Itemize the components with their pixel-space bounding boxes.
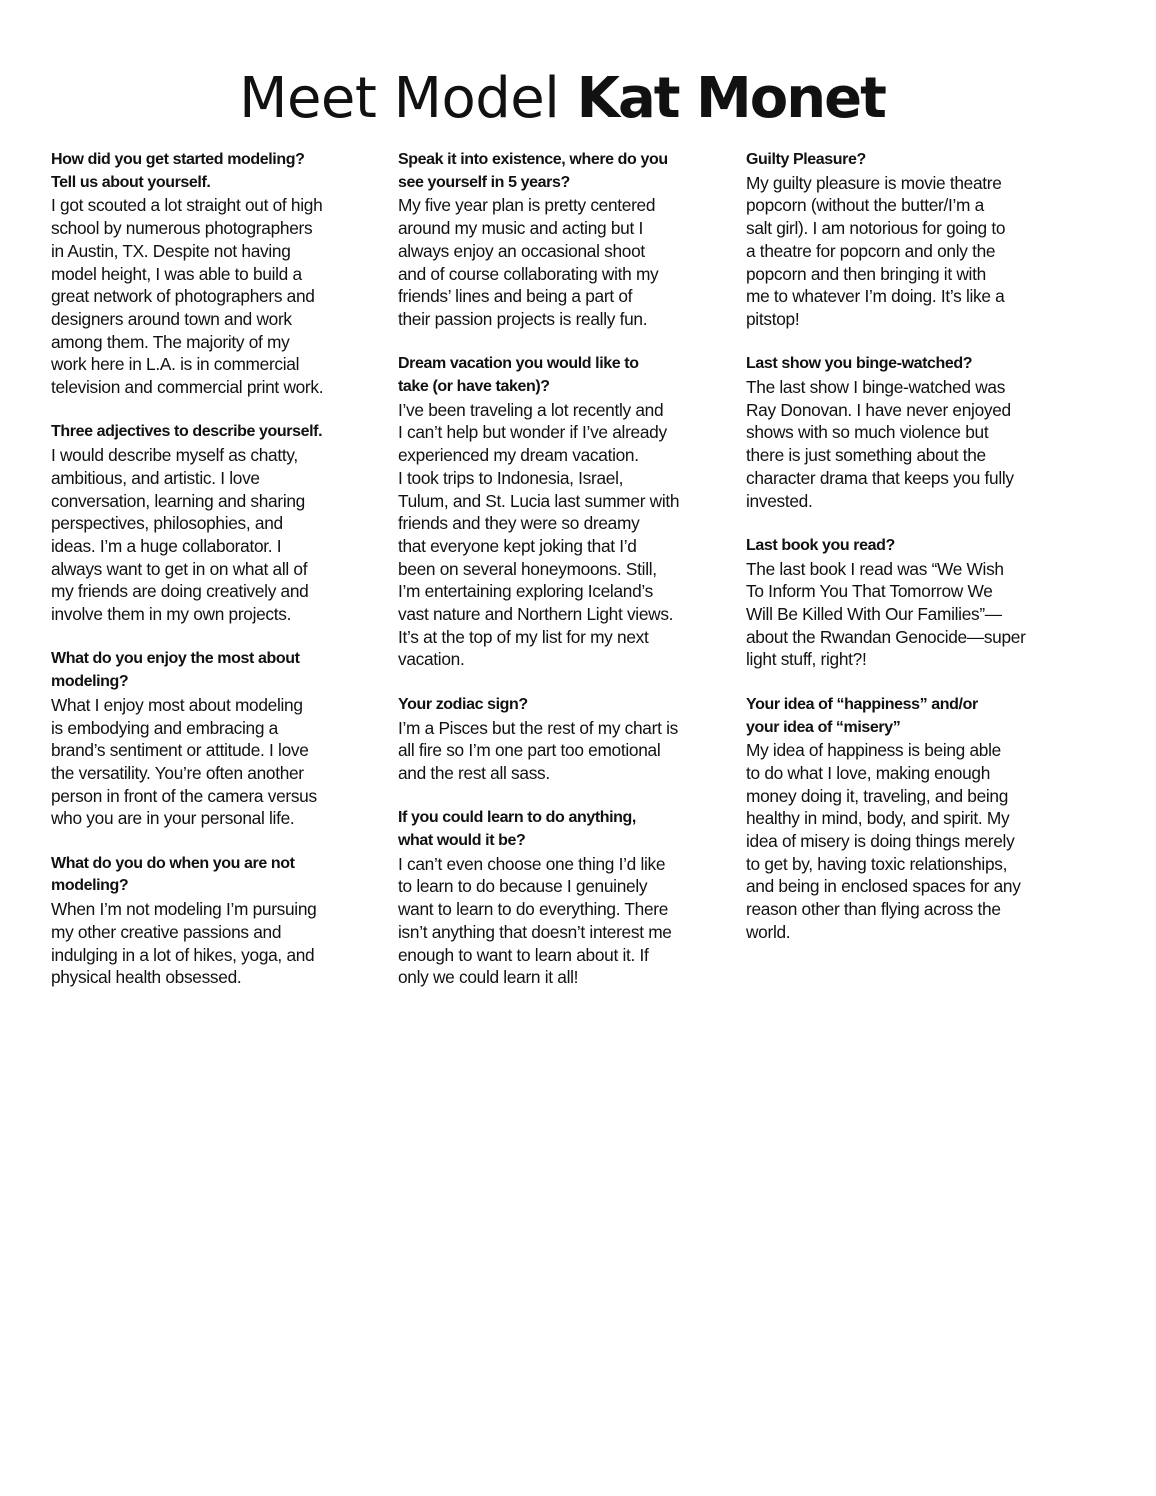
answer-text: I’ve been traveling a lot recently and I can’t help but wonder if I’ve already experienced my dream vacation. I took trips to Indonesia, Israel, Tulum, and St. Lucia last summer with friends and they were so dreamy that everyone kept joking that I’d been on several honeymoons. Still, I’m entertaining exploring Iceland’s vast nature and Northern Light views. It’s at the top of my list for my next vacation. — [398, 399, 680, 670]
qa-section — [51, 149, 383, 399]
column-3 — [746, 149, 1078, 966]
answer-text: When I’m not modeling I’m pursuing my other creative passions and indulging in a lot of hikes, yoga, and physical health obsessed. — [51, 899, 317, 988]
answer-text: The last show I binge-watched was Ray Donovan. I have never enjoyed shows with so much violence but there is just something about the character drama that keeps you fully invested. — [746, 377, 1014, 511]
answer-text: My idea of happiness is being able to do what I love, making enough money doing it, traveling, and being healthy in mind, body, and spirit. My idea of misery is doing things merely to get by, having toxic relationships, and being in enclosed spaces for any reason other than flying across the world. — [746, 740, 1021, 942]
title-light: Meet Model — [239, 66, 577, 131]
qa-section — [398, 694, 730, 785]
question-heading: How did you get started modeling? Tell us about yourself. — [51, 151, 305, 191]
qa-section — [746, 694, 1078, 944]
column-2 — [398, 149, 730, 1012]
qa-section — [398, 149, 730, 331]
title-name: Kat Monet — [576, 66, 885, 131]
answer-text: I can’t even choose one thing I’d like to learn to do because I genuinely want to learn to do everything. There isn’t anything that doesn’t interest me enough to want to learn about it. If only we could learn it all! — [398, 853, 672, 988]
column-1 — [51, 149, 383, 1012]
question-heading: Your idea of “happiness” and/or your idea of “misery” — [746, 695, 978, 736]
page-title — [0, 62, 1124, 134]
question-heading: Speak it into existence, where do you see yourself in 5 years? — [398, 151, 668, 191]
answer-text: My guilty pleasure is movie theatre popcorn (without the butter/I’m a salt girl). I am notorious for going to a theatre for popcorn and only the popcorn and then bringing it with me to whatever I’m doing. It’s like a pitstop! — [746, 172, 1006, 329]
qa-section — [746, 149, 1078, 331]
question-heading: Your zodiac sign? — [398, 695, 528, 713]
question-heading: Three adjectives to describe yourself. — [51, 423, 323, 441]
qa-section — [51, 421, 383, 625]
question-heading: Guilty Pleasure? — [746, 151, 866, 168]
answer-text: The last book I read was “We Wish To Inform You That Tomorrow We Will Be Killed With Our Families”— about the Rwandan Genocide—super light stuff, right?! — [746, 558, 1026, 670]
answer-text: I’m a Pisces but the rest of my chart is all fire so I’m one part too emotional and the rest all sass. — [398, 717, 678, 783]
answer-text: I would describe myself as chatty, ambitious, and artistic. I love conversation, learning and sharing perspectives, philosophies, and ideas. I’m a huge collaborator. I always want to get in on what all of my friends are doing creatively and involve them in my own projects. — [51, 445, 309, 625]
question-heading: Dream vacation you would like to take (or have taken)? — [398, 355, 639, 396]
question-heading: What do you enjoy the most about modeling? — [51, 650, 300, 691]
qa-section — [398, 807, 730, 989]
qa-section — [51, 648, 383, 830]
answer-text: I got scouted a lot straight out of high school by numerous photographers in Austin, TX. Despite not having model height, I was able to build a great network of photographers and designers around town and work among them. The majority of my work here in L.A. is in commercial television and commercial print work. — [51, 195, 324, 398]
qa-section — [51, 853, 383, 989]
question-heading: Last show you binge-watched? — [746, 355, 973, 373]
question-heading: What do you do when you are not modeling? — [51, 854, 295, 895]
question-heading: Last book you read? — [746, 536, 895, 554]
qa-section — [746, 535, 1078, 671]
answer-text: My five year plan is pretty centered around my music and acting but I always enjoy an occasional shoot and of course collaborating with my friends’ lines and being a part of their passion projects is really fun. — [398, 195, 659, 329]
answer-text: What I enjoy most about modeling is embodying and embracing a brand’s sentiment or attitude. I love the versatility. You’re often another person in front of the camera versus who you are in your personal life. — [51, 694, 317, 829]
qa-section — [746, 353, 1078, 512]
qa-section — [398, 353, 730, 671]
question-heading: If you could learn to do anything, what would it be? — [398, 809, 636, 850]
